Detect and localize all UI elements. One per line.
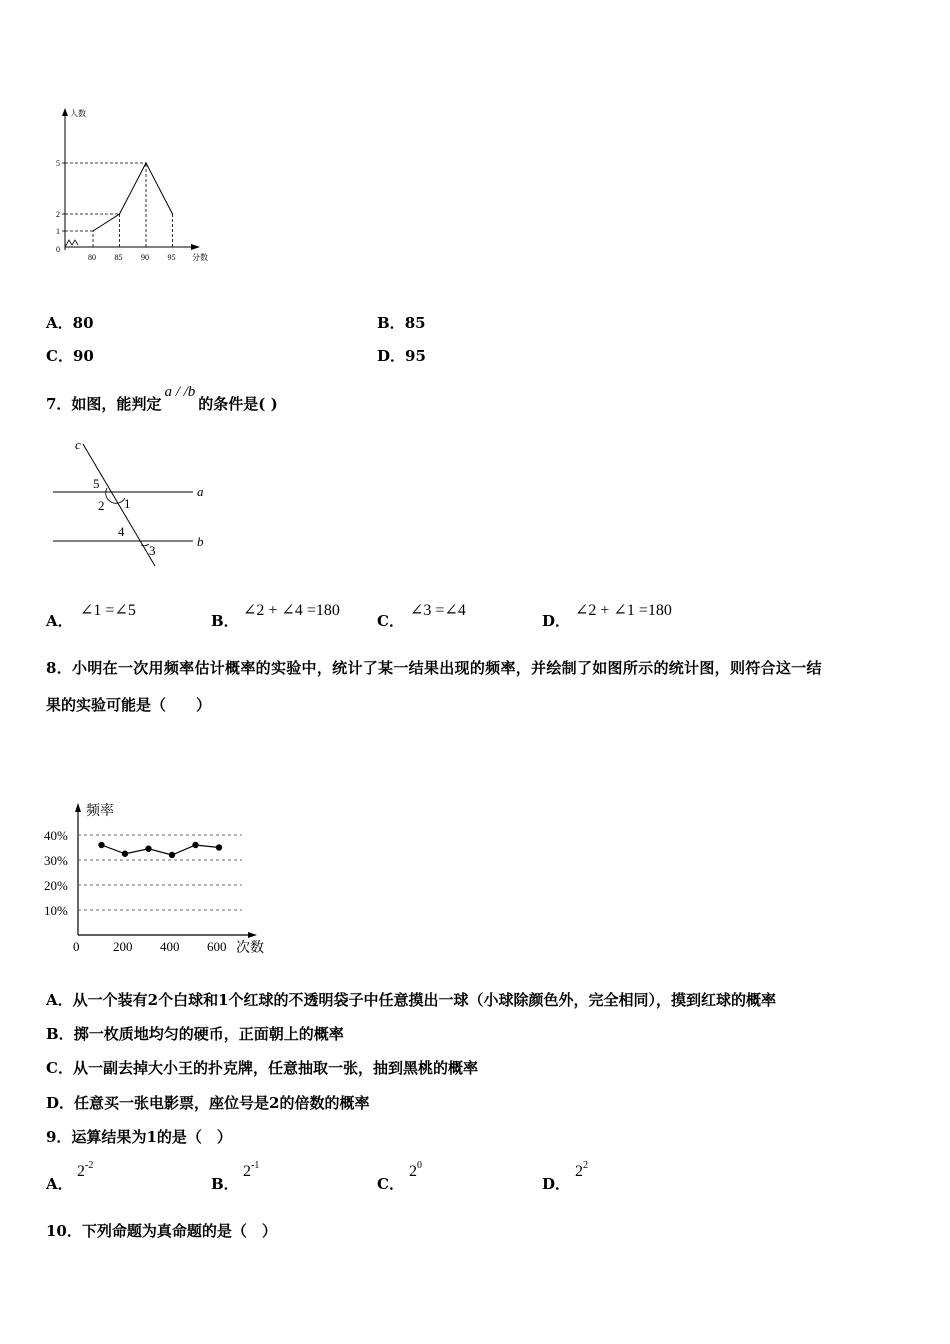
y-tick-label: 2 [56,210,60,219]
axis-break [65,240,78,247]
label-a: a [197,484,204,499]
q7-option-b-math: ∠2 + ∠4 =180 [243,602,340,619]
q7-option-c[interactable] [377,610,404,631]
q7-option-c-math: ∠3 =∠4 [410,602,466,619]
data-point [145,162,146,163]
q7-option-b[interactable] [211,610,239,631]
x-tick-label: 80 [88,253,96,262]
stem-before: 7．如图，能判定 [46,395,162,413]
series-line [102,845,220,855]
data-point [169,852,175,858]
parallel-lines-figure [45,432,225,572]
q8-option-c[interactable] [46,1057,478,1078]
q9-option-d-math [575,1160,588,1181]
q8-option-b[interactable] [46,1023,344,1044]
q7-option-a[interactable] [46,610,73,631]
q9-option-d[interactable] [542,1173,570,1194]
data-point [145,846,151,852]
option-letter: A． [46,991,73,1009]
y-axis-arrow [75,803,81,812]
option-letter: D． [542,612,571,630]
q6-option-a[interactable] [46,312,94,333]
option-text: 80 [72,314,94,332]
option-letter: C． [377,1175,404,1193]
exponent: -2 [85,1160,94,1171]
x-tick-label: 90 [141,253,149,262]
y-tick-label: 40% [44,828,68,843]
x-axis-label: 次数 [236,941,264,956]
angle-arc-upper [106,488,125,503]
option-letter: A． [46,1175,73,1193]
y-axis-label: 人数 [70,109,86,118]
base: 2 [409,1163,417,1180]
option-text: 掷一枚质地均匀的硬币，正面朝上的概率 [73,1025,344,1043]
y-tick-label: 20% [44,878,68,893]
option-letter: B． [377,314,405,332]
q9-option-b[interactable] [211,1173,239,1194]
option-text: 任意买一张电影票，座位号是2的倍数的概率 [74,1094,370,1112]
frequency-line-chart [40,795,280,965]
label-c: c [75,437,81,452]
label-angle-4: 4 [118,524,125,539]
exponent: 0 [417,1160,422,1171]
stem-after: 的条件是( ) [198,395,278,413]
q8-stem-line2: 果的实验可能是（ ） [46,696,212,714]
y-tick-label: 30% [44,853,68,868]
label-angle-2: 2 [98,498,105,513]
option-letter: D． [377,347,406,365]
data-point [92,230,93,231]
x-axis-arrow [191,244,200,250]
series-line [93,163,173,231]
base: 2 [77,1163,85,1180]
option-text: 95 [405,347,426,365]
q6-option-b[interactable] [377,312,426,333]
q9-option-c[interactable] [377,1173,404,1194]
label-angle-3: 3 [149,543,156,558]
option-letter: B． [46,1025,74,1043]
q6-option-c[interactable] [46,345,94,366]
data-point [192,842,198,848]
q8-stem-line1: 8．小明在一次用频率估计概率的实验中，统计了某一结果出现的频率，并绘制了如图所示的统计图，则符合这一结 [46,659,822,677]
base: 2 [575,1163,583,1180]
option-text: 从一个装有2个白球和1个红球的不透明袋子中任意摸出一球（小球除颜色外，完全相同），摸到红球的概率 [72,991,777,1009]
option-letter: B． [211,1175,239,1193]
origin-label: 0 [73,939,80,954]
data-point [216,844,222,850]
origin-label: 0 [56,245,60,254]
y-tick-label: 10% [44,903,68,918]
option-text: 90 [72,347,94,365]
option-letter: A． [46,314,73,332]
option-letter: D． [46,1094,75,1112]
x-axis-arrow [248,932,257,938]
x-tick-label: 95 [167,253,176,262]
base: 2 [243,1163,251,1180]
q8-option-a[interactable] [46,989,776,1010]
x-axis-label: 分数 [192,253,208,262]
q9-option-a[interactable] [46,1173,73,1194]
data-point [119,213,120,214]
option-letter: C． [46,1059,73,1077]
label-angle-1: 1 [124,496,131,511]
stem-math: a / /b [164,384,196,400]
q6-option-d[interactable] [377,345,426,366]
y-axis-label: 频率 [86,804,114,819]
data-point [122,851,128,857]
option-letter: C． [377,612,404,630]
option-letter: B． [211,612,239,630]
score-frequency-line-chart [40,100,230,270]
q9-option-b-math [243,1160,260,1181]
q7-option-d[interactable] [542,610,570,631]
y-tick-label: 1 [56,227,60,236]
q8-option-d[interactable] [46,1092,369,1113]
option-letter: A． [46,612,73,630]
q7-option-a-math: ∠1 =∠5 [80,602,136,619]
transversal-c [83,444,155,566]
y-tick-label: 5 [56,159,60,168]
q9-stem: 9．运算结果为1的是（ ） [46,1128,232,1146]
exponent: 2 [583,1160,588,1171]
q7-option-d-math: ∠2 + ∠1 =180 [575,602,672,619]
q10-stem: 10．下列命题为真命题的是（ ） [46,1222,277,1240]
option-letter: C． [46,347,73,365]
label-b: b [197,534,204,549]
x-tick-label: 85 [114,253,123,262]
option-text: 从一副去掉大小王的扑克牌，任意抽取一张，抽到黑桃的概率 [72,1059,478,1077]
y-axis-arrow [62,108,68,116]
exponent: -1 [251,1160,260,1171]
x-tick-label: 200 [113,939,133,954]
option-text: 85 [404,314,426,332]
label-angle-5: 5 [93,476,100,491]
q9-option-a-math [77,1160,94,1181]
q9-option-c-math [409,1160,422,1181]
data-point [98,842,104,848]
option-letter: D． [542,1175,571,1193]
x-tick-label: 600 [207,939,227,954]
q7-stem [46,384,278,414]
x-tick-label: 400 [160,939,180,954]
data-point [172,213,173,214]
